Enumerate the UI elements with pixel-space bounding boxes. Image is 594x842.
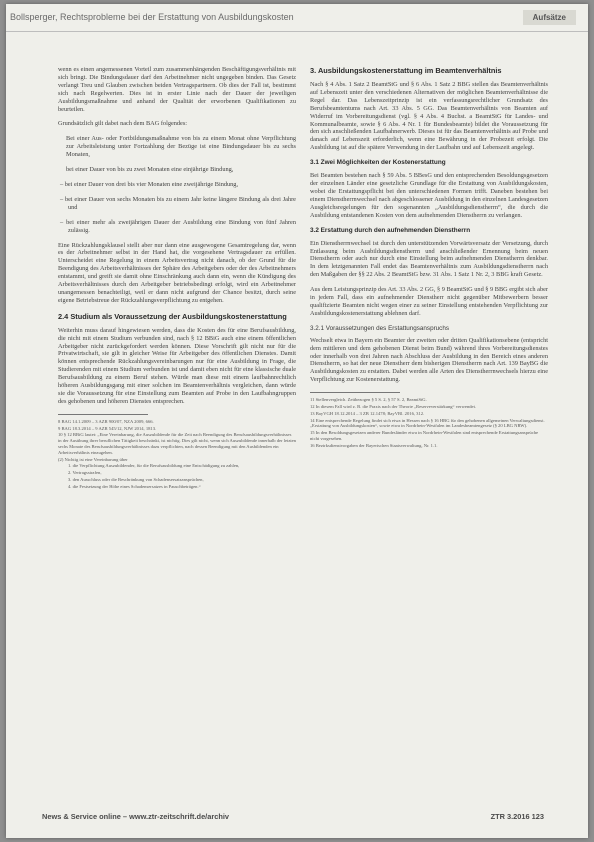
footnote: 9 BAG 18.3.2014 – 9 AZR 545/12, NJW 2014, 1813.: [58, 425, 157, 431]
section-heading: 3. Ausbildungskostenerstattung im Beamtenverhältnis: [310, 66, 502, 75]
paragraph: wenn es einen angemessenen Vorteil zum zusammenhängenden Beschäftigungsverhältnis mit sich bringt. Die Bindungsdauer darf den Arbeitnehmer nicht ungegeben binden. Das Gesetz verlangt Treu und Glauben zwischen beiden Vertragspartnern. Ob dies der Fall ist, bestimmt sich nach Regelwerten. Dies ist in erster Linie nach der Dauer der jeweiligen Ausbildungsmaßnahme und anhand der Qualität der erworbenen Qualifikationen zu beurteilen.: [58, 66, 296, 113]
paragraph: Wechselt etwa in Bayern ein Beamter der zweiten oder dritten Qualifikationsebene (entspricht dem mittleren und dem gehobenen Dienst beim Bund) während ihres Vorbereitungsdienstes oder innerhalb von drei Jahren nach Abschluss der Ausbildung in den Bereich eines anderen Dienstherrn, so hat der neue Dienstherr dem bisherigen Dienstherrn nach Art. 139 BayBG die Ausbildungskosten zu erstatten. Dabei werden alle Arten des Dienstherrnwechsels hierzu eine Verpflichtung zur Kostenerstattung.: [310, 336, 548, 384]
section-badge: Aufsätze: [523, 10, 576, 25]
header-divider: [6, 31, 588, 32]
footnote-divider: [310, 392, 400, 393]
list-item-text: bei einer Dauer von drei bis vier Monaten eine zweijährige Bindung,: [64, 180, 239, 188]
paragraph: Aus dem Leistungsprinzip des Art. 33 Abs. 2 GG, § 9 BeamtStG und § 9 BBG ergibt sich aber in jedem Fall, dass ein aufnehmender Dienstherr nicht gegenüber Mitbewerbern besser qualifizierte Beamten nicht wegen einer zu seiner Einstellung entstehenden Verpflichtung zur Ausbildungskostenerstattung ablehnen darf.: [310, 286, 548, 317]
left-column: [58, 66, 296, 491]
footnote: 13 BayVGH 18.12.2014 – 3 ZB 12.1478; BayVBl. 2016, 312.: [310, 410, 425, 416]
footnote: 12 In diesem Fall wird z. B. die Praxis nach der Theorie „Reserveverstärkung“ verwendet.: [310, 403, 477, 409]
footnote: 16 Bezirksdienstvorgaben der Bayerischen Staatsverwaltung, Nr. 1.1.: [310, 442, 438, 448]
subsubsection-heading: 3.2.1 Voraussetzungen des Erstattungsanspruchs: [310, 324, 449, 332]
paragraph: Eine Rückzahlungsklausel stellt aber nur dann eine ausgewogene Gesamtregelung dar, wenn es der Arbeitnehmer selbst in der Hand hat, die vorgesehene Vertragsdauer zu erfüllen. Unterscheidet eine Regelung in einem Arbeitsvertrag nicht danach, ob der Grund für die Beendigung des Arbeitsverhältnisses der Sphäre des Arbeitgebers oder der des Arbeitnehmers entstammt, und greift sie damit ohne Einschränkung auch dann ein, wenn die Kündigung des Arbeitsverhältnisses durch den Arbeitgeber betriebsbedingt erfolgt, wird ein Arbeitnehmer unangemessen benachteiligt, weil er dann nicht aufgrund der Chance besitzt, durch seine eigene Betriebstreue der Rückzahlungsverpflichtung zu entgehen.: [58, 241, 296, 304]
list-item: – bei einer Dauer von sechs Monaten bis zu einem Jahr keine längere Bindung als drei Jahre und: [60, 195, 296, 211]
footnote-item: 3. den Ausschluss oder die Beschränkung von Schadensersatzansprüchen,: [68, 476, 204, 482]
list-item: – bei einer mehr als zweijährigen Dauer der Ausbildung eine Bindung von fünf Jahren zulässig.: [60, 218, 296, 234]
list-item-text: bei einer Dauer von sechs Monaten bis zu einem Jahr keine längere Bindung als drei Jahre und: [64, 195, 296, 211]
paragraph: Grundsätzlich gilt dabei nach dem BAG folgendes:: [58, 120, 188, 128]
list-item-text: bei einer mehr als zweijährigen Dauer der Ausbildung eine Bindung von fünf Jahren zulässig.: [66, 218, 296, 234]
list-item: Bei einer Aus- oder Fortbildungsmaßnahme von bis zu einem Monat ohne Verpflichtung zur Arbeitsleistung unter Fortzahlung der Bezüge ist eine Bindungsdauer bis zu sechs Monaten,: [66, 135, 296, 159]
footnote-divider: [58, 414, 148, 415]
footnote: (2) Nichtig ist eine Vereinbarung über: [58, 456, 128, 462]
page-header: [6, 4, 588, 34]
footnote-item: 2. Vertragsstrafen,: [68, 470, 102, 476]
footnote: 14 Eine entsprechende Regelung findet sich etwa in Hessen nach § 16 HBG für den gehobenen allgemeinen Verwaltungsdienst. „Erstattung von Ausbildungskosten“, sowie etwa in Nordrhein-Westfalen im Landesbeamtengesetz (§ 20 LBG NRW).: [310, 417, 545, 429]
paragraph: Ein Dienstherrnwechsel ist durch den unterstützenden Vorwärtsversatz der Versetzung, durch Entlassung beim Ausbildungsdienstherrn und anschließender Ernennung beim neuen Dienstherrn oder auch nur durch eine Einstellung beim aufnehmenden Dienstherrn denkbar. In dem letztgenannten Fall endet das Beamtenverhältnis zum Ausbildungsdienstherrn nach den Maßgaben der §§ 22 Abs. 2 BeamtStG bzw. 31 Abs. 1 Satz 1 Nr. 2, 3 BBG kraft Gesetz.: [310, 239, 548, 279]
paragraph: Bei Beamten bestehen nach § 59 Abs. 5 BBesG und den entsprechenden Besoldungsgesetzen der einzelnen Länder eine gesetzliche Grundlage für die Erstattung von Ausbildungskosten, wobei die Erstattungspflicht bei den unterschiedenen Formen trifft. Daneben bestehen bei einem Dienstherrnwechsel nach abgeschlossener Ausbildung in den einzelnen Landesgesetzen Ausgleichsregelungen für den sogenannten „Ausbildungsdienstherrn“, die durch die Ausbildung entstandenen Kosten von dem aufnehmenden Dienstherrn zu verlangen.: [310, 172, 548, 219]
footnote: 10 § 12 BBiG lautet: „Eine Vereinbarung, die Auszubildende für die Zeit nach Beendigung des Berufsausbildungsverhältnisses in der Ausübung ihrer beruflichen Tätigkeit beschränkt, ist nichtig. Dies gilt nicht, wenn sich Auszubildende innerhalb der letzten sechs Monate des Berufsausbildungsverhältnisses dazu verpflichten, nach dessen Beendigung mit den Ausbildenden ein Arbeitsverhältnis einzugehen.: [58, 432, 296, 455]
section-heading: 2.4 Studium als Voraussetzung der Ausbildungskostenerstattung: [58, 311, 287, 321]
subsection-heading: 3.2 Erstattung durch den aufnehmenden Dienstherrn: [310, 226, 471, 234]
footer-page-info: ZTR 3.2016 123: [490, 812, 544, 821]
paragraph: Nach § 4 Abs. 1 Satz 2 BeamtStG und § 6 Abs. 1 Satz 2 BBG stellen das Beamtenverhältnis auf Lebenszeit unter den verschiedenen Alternativen der möglichen Beamtenverhältnisse die Regel dar. Das Lebenszeitprinzip ist ein verfassungsrechtlicher Grundsatz des Berufsbeamtentums nach Art. 33 Abs. 5 GG. Das Beamtenverhältnis von Beamten auf Widerruf im Vorbereitungsdienst (vgl. § 4 Abs. 4 Buchst. a BeamtStG für Landes- und Kommunalbeamte, sowie § 6 Abs. 4 Nr. 1 für Bundesbeamte) bildet die Voraussetzung für den sich anschließenden Laufbahnerwerb. Dieses ist für das Beamtenverhältnis auf Probe und danach auf Lebenszeit erforderlich, wenn eine Bewährung in der Probezeit erfolgt. Die Ausbildung ist auf die spätere Verwendung in der Laufbahn und auf Lebenszeit angelegt.: [310, 81, 548, 152]
list-item: – bei einer Dauer von drei bis vier Monaten eine zweijährige Bindung,: [60, 180, 239, 188]
document-page: [6, 4, 588, 838]
footnote: 15 In den Besoldungsgesetzen anderer Bundesländer etwa in Nordrhein-Westfalen sind entsprechende Erstattungsansprüche nicht vorgesehen.: [310, 430, 539, 441]
running-title: Bollsperger, Rechtsprobleme bei der Erstattung von Ausbildungskosten: [10, 12, 294, 22]
list-item: bei einer Dauer von bis zu zwei Monaten eine einjährige Bindung,: [66, 166, 234, 174]
footnote: 8 BAG 14.1.2009 – 3 AZR 900/07, NZA 2009, 666.: [58, 418, 154, 424]
subsection-heading: 3.1 Zwei Möglichkeiten der Kostenerstattung: [310, 159, 446, 167]
footnote-item: 1. die Verpflichtung Auszubildender, für die Berufsausbildung eine Entschädigung zu zahlen,: [68, 463, 240, 469]
footnote: 11 Stellenvergleich. Zeitbezogen § 5 S. 2, § 57 S. 2, BeamtStG.: [310, 397, 427, 403]
footnote-item: 4. die Festsetzung der Höhe eines Schadensersatzes in Pauschbeträgen.“: [68, 483, 201, 489]
right-column: [310, 66, 548, 450]
footer-url: News & Service online – www.ztr-zeitschrift.de/archiv: [42, 812, 230, 821]
paragraph: Weiterhin muss darauf hingewiesen werden, dass die Kosten des für eine Berufsausbildung, die nicht mit einem Studium verbunden sind, nach § 12 BBiG auch eine einem öffentlichen Arbeitgeber nicht zurückgefordert werden können. Diese Vorschrift gilt nicht nur für die Privatwirtschaft, sie gilt in gleicher Weise für Arbeitgeber des öffentlichen Dienstes. Damit können entsprechende Rückzahlungsvereinbarungen nur für eine Ausbildung in Frage, die Studierenden mit einem Studium verbunden ist und damit eben nicht für eine klassische duale Berufsausbildung zu einem Beruf stehen. Würde man diese mit einem laufbahnrechtlich höheren Ausbildungsgang mit einer solchen im Beamtenverhältnis vergleichen, dann würde sie die Voraussetzung für eine Einstellung zum Beamten auf Probe in den Laufbahngruppen des gehobenen und höheren Dienstes entsprechen.: [58, 326, 296, 405]
page-footer: [6, 810, 588, 828]
